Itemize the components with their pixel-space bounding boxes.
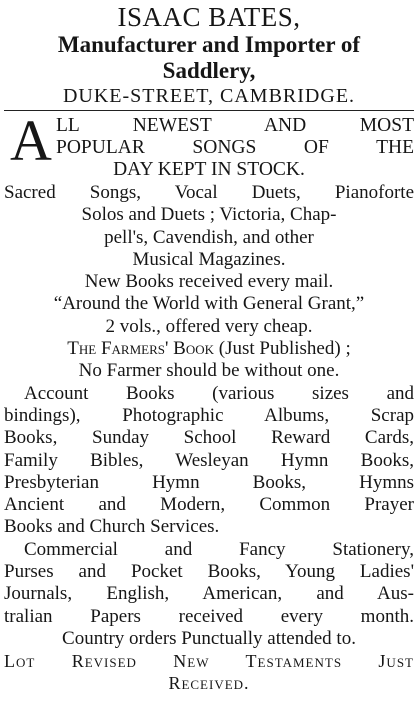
- text-line: 2 vols., offered very cheap.: [105, 315, 313, 337]
- divider-rule: [4, 110, 414, 111]
- text-line: Books, Sunday School Reward Cards,: [4, 427, 414, 449]
- lead-line: LL NEWEST AND MOST: [56, 115, 414, 136]
- text-line: pell's, Cavendish, and other: [104, 226, 314, 248]
- lead-paragraph: [4, 108, 414, 182]
- business-description: Manufacturer and Importer of: [57, 32, 361, 57]
- text-line: bindings), Photographic Albums, Scrap: [4, 404, 414, 426]
- text-line: Books and Church Services.: [4, 516, 220, 538]
- book-note: (Just Published) ;: [214, 338, 351, 360]
- text-line: Ancient and Modern, Common Prayer: [4, 494, 414, 516]
- lead-line: POPULAR SONGS OF THE: [56, 137, 414, 158]
- text-line: Sacred Songs, Vocal Duets, Pianoforte: [4, 182, 414, 203]
- text-line: New Books received every mail.: [84, 271, 334, 293]
- advertisement: [0, 2, 419, 717]
- text-line: No Farmer should be without one.: [78, 360, 340, 382]
- text-line: “Around the World with General Grant,”: [53, 293, 365, 315]
- advertiser-name: ISAAC BATES,: [117, 2, 301, 32]
- text-line: Purses and Pocket Books, Young Ladies': [4, 561, 414, 583]
- business-description-2: Saddlery,: [162, 58, 256, 83]
- text-line: tralian Papers received every month.: [4, 605, 414, 627]
- book-title: The Farmers' Book: [67, 338, 215, 360]
- text-line: Commercial and Fancy Stationery,: [24, 538, 414, 560]
- text-line: [4, 338, 414, 360]
- text-line: Solos and Duets ; Victoria, Chap-: [81, 204, 337, 226]
- text-line: Lot Revised New Testaments Just: [4, 651, 414, 672]
- text-line: Musical Magazines.: [132, 248, 286, 270]
- business-address: DUKE-STREET, CAMBRIDGE.: [62, 85, 356, 107]
- text-line: Received.: [168, 673, 250, 694]
- advert-body: [4, 182, 414, 694]
- lead-line: DAY KEPT IN STOCK.: [113, 159, 305, 180]
- text-line: Account Books (various sizes and: [24, 382, 414, 404]
- text-line: Family Bibles, Wesleyan Hymn Books,: [4, 449, 414, 471]
- text-line: Presbyterian Hymn Books, Hymns: [4, 471, 414, 493]
- drop-cap: A: [10, 108, 52, 173]
- text-line: Journals, English, American, and Aus-: [4, 583, 414, 605]
- text-line: Country orders Punctually attended to.: [62, 627, 356, 649]
